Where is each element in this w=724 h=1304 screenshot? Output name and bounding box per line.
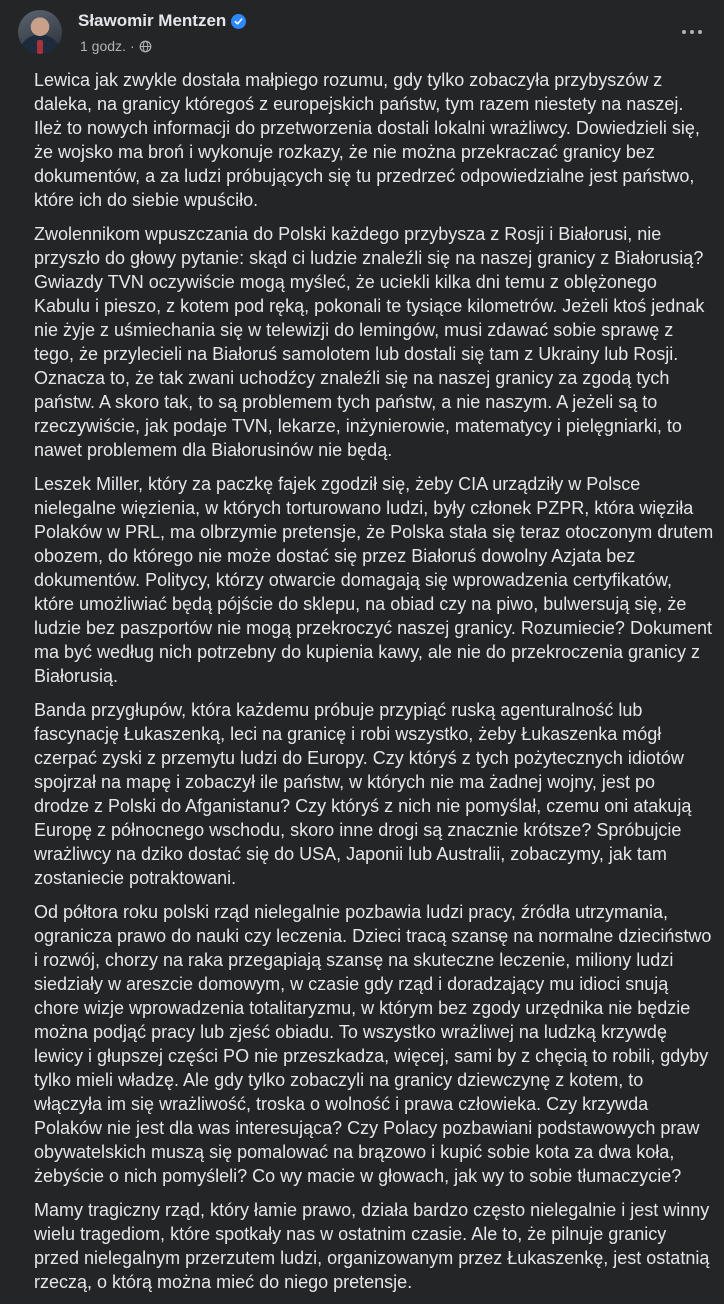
verified-badge-icon [231,14,246,29]
post-paragraph-2: Zwolennikom wpuszczania do Polski każdego przybysza z Rosji i Białorusi, nie przyszło do głowy pytanie: skąd ci ludzie znaleźli się na naszej granicy z Białorusią? Gwiazdy TVN oczywiście mogą myśleć, że uciekli kilka dni temu z oblężonego Kabulu i pieszo, z kotem pod ręką, pokonali te tysiące kilometrów. Jeżeli ktoś jednak nie żyje z uśmiechania się w telewizji do lemingów, musi zdawać sobie sprawę z tego, że przylecieli na Białoruś samolotem lub dostali się tam z Ukrainy lub Rosji. Oznacza to, że tak zwani uchodźcy znaleźli się na naszej granicy za zgodą tych państw. A skoro tak, to są problemem tych państw, a nie naszym. A jeżeli są to rzeczywiście, jak podaje TVN, lekarze, inżynierowie, matematycy i pielęgniarki, to nawet problemem dla Białorusinów nie będą. [34,224,705,460]
meta-separator: · [129,38,135,54]
post-paragraph-6: Mamy tragiczny rząd, który łamie prawo, działa bardzo często nielegalnie i jest winny wielu tragediom, które spotkały nas w ostatnim czasie. Ale to, że pilnuje granicy przed nielegalnym przerzutem ludzi, organizowanym przez Łukaszenkę, jest ostatnią rzeczą, o którą można mieć do niego pretensje. [34,1200,710,1292]
post-header [0,0,724,64]
author-line [78,11,246,31]
post-body [34,68,714,1304]
post-paragraph-4: Banda przygłupów, która każdemu próbuje przypiąć ruską agenturalność lub fascynację Łukaszenką, leci na granicę i robi wszystko, żeby Łukaszenka mógł czerpać zyski z przemytu ludzi do Europy. Czy któryś z tych pożytecznych idiotów spojrzał na mapę i zobaczył ile państw, w których nie ma żadnej wojny, jest po drodze z Polski do Afganistanu? Czy któryś z nich nie pomyślał, czemu oni atakują Europę z północnego wschodu, skoro inne drogi są znacznie krótsze? Spróbujcie wrażliwcy na dziko dostać się do USA, Japonii lub Australii, zobaczymy, jak tam zostaniecie potraktowani. [34,700,692,888]
post-timestamp[interactable]: 1 godz. [80,38,126,54]
author-name[interactable]: Sławomir Mentzen [78,11,227,30]
more-options-icon[interactable] [674,18,710,46]
post-meta [80,38,152,54]
globe-icon[interactable] [139,40,152,53]
author-avatar[interactable] [18,10,62,54]
post-paragraph-1: Lewica jak zwykle dostała małpiego rozumu, gdy tylko zobaczyła przybyszów z daleka, na granicy któregoś z europejskich państw, tym razem niestety na naszej. Ileż to nowych informacji do przetworzenia dostali lokalni wrażliwcy. Dowiedzieli się, że wojsko ma broń i wykonuje rozkazy, że nie można przekraczać granicy bez dokumentów, a za ludzi próbujących się tu przedrzeć odpowiedzialne jest państwo, które ich do siebie wpuściło. [34,70,700,210]
post-paragraph-5: Od półtora roku polski rząd nielegalnie pozbawia ludzi pracy, źródła utrzymania, ogranicza prawo do nauki czy leczenia. Dzieci tracą szansę na normalne dzieciństwo i rozwój, chorzy na raka przegapiają szansę na skuteczne leczenie, miliony ludzi siedziały w areszcie domowym, w czasie gdy rząd i doradzający mu idioci snują chore wizje wprowadzenia totalitaryzmu, w którym bez zgody urzędnika nie będzie można podjąć pracy lub zjeść obiadu. To wszystko wrażliwej na ludzką krzywdę lewicy i głupszej części PO nie przeszkadza, więcej, sami by z chęcią to robili, gdyby tylko mieli władzę. Ale gdy tylko zobaczyli na granicy dziewczynę z kotem, to włączyła im się wrażliwość, troska o wolność i prawa człowieka. Czy krzywda Polaków nie jest dla was interesująca? Czy Polacy pozbawiani podstawowych praw obywatelskich muszą się pomalować na brązowo i kupić sobie kota za dwa koła, żebyście o nich pomyśleli? Co wy macie w głowach, jak wy to sobie tłumaczycie? [34,902,712,1186]
post-paragraph-3: Leszek Miller, który za paczkę fajek zgodził się, żeby CIA urządziły w Polsce nielegalne więzienia, w których torturowano ludzi, były członek PZPR, która więziła Polaków w PRL, ma olbrzymie pretensje, że Polska stała się teraz otoczonym drutem obozem, do którego nie może dostać się przez Białoruś dowolny Azjata bez dokumentów. Politycy, którzy otwarcie domagają się wprowadzenia certyfikatów, które umożliwiać będą pójście do sklepu, na obiad czy na piwo, bulwersują się, że ludzie bez paszportów nie mogą przekroczyć naszej granicy. Rozumiecie? Dokument ma być według nich potrzebny do kupienia kawy, ale nie do przekroczenia granicy z Białorusią. [34,474,714,686]
